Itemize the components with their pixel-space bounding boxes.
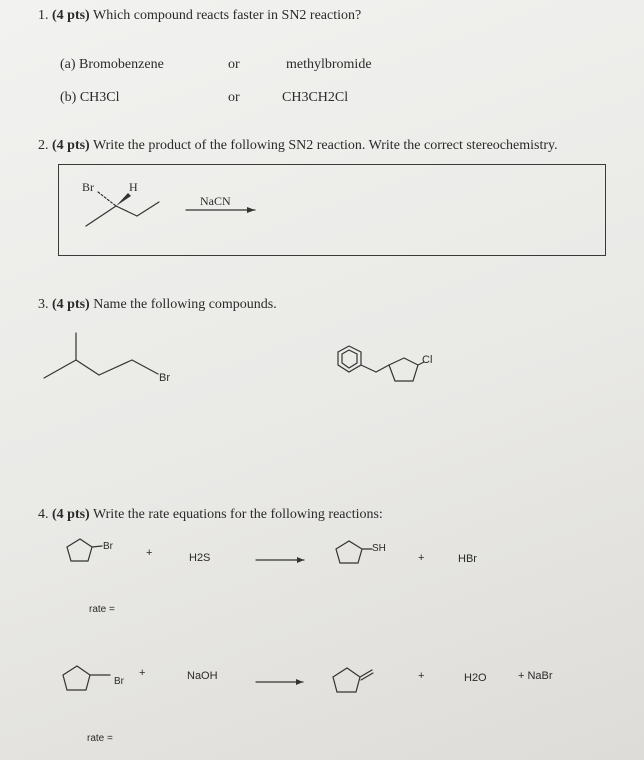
q3-compound-2-benzene (338, 346, 361, 372)
r2-substrate-structure (63, 666, 110, 690)
q2-substrate-structure (86, 192, 159, 226)
q4-number: 4. (38, 507, 49, 522)
q1-number: 1. (38, 8, 49, 23)
q2-reagent: NaCN (200, 194, 231, 208)
r1-byproduct: HBr (458, 553, 477, 565)
q3-prompt: Name the following compounds. (93, 297, 277, 312)
q3-label-br: Br (159, 372, 170, 384)
q2-atom-br: Br (82, 180, 94, 194)
q4-prompt: Write the rate equations for the following reactions: (92, 507, 383, 522)
q2-prompt: Write the product of the following SN2 reaction. Write the correct stereochemistry. (92, 138, 558, 153)
r2-reagent: NaOH (187, 670, 218, 682)
q3-number: 3. (38, 297, 49, 312)
q2-reaction-arrow (186, 207, 255, 213)
q4-points: (4 pts) (52, 507, 90, 522)
q2-number: 2. (38, 138, 49, 153)
q3-points: (4 pts) (52, 297, 90, 312)
r2-rate-label: rate = (87, 733, 113, 744)
q1-prompt: Which compound reacts faster in SN2 reaction? (92, 8, 362, 23)
r2-byproduct1: H2O (464, 672, 487, 684)
q2-atom-h: H (129, 180, 138, 194)
r2-plus2: + (418, 670, 425, 682)
r1-substrate-structure (67, 539, 102, 561)
q1b-right: CH3CH2Cl (282, 90, 349, 105)
q1b-or: or (228, 90, 240, 105)
r1-rate-label: rate = (89, 604, 115, 615)
r2-product-structure (333, 668, 373, 692)
r2-reaction-arrow (256, 679, 303, 685)
r1-plus1: + (146, 547, 153, 559)
r1-product-structure (336, 541, 372, 563)
q1b-left: (b) CH3Cl (60, 90, 120, 105)
r1-reagent: H2S (189, 552, 211, 564)
q2-points: (4 pts) (52, 138, 90, 153)
q1a-or: or (228, 57, 240, 72)
r2-plus1: + (139, 667, 146, 679)
r1-reaction-arrow (256, 557, 304, 563)
r2-substrate-br: Br (114, 676, 124, 687)
r1-substrate-br: Br (103, 541, 113, 552)
r2-byproduct2: + NaBr (518, 670, 553, 682)
q1a-right: methylbromide (286, 57, 372, 72)
q3-compound-1-structure (44, 333, 158, 378)
q1-points: (4 pts) (52, 8, 90, 23)
r1-product-sh: SH (372, 543, 386, 554)
r1-plus2: + (418, 552, 425, 564)
q3-compound-2-cyclopentane (361, 358, 424, 381)
q3-label-cl: Cl (422, 354, 433, 366)
q1a-left: (a) Bromobenzene (60, 57, 164, 72)
